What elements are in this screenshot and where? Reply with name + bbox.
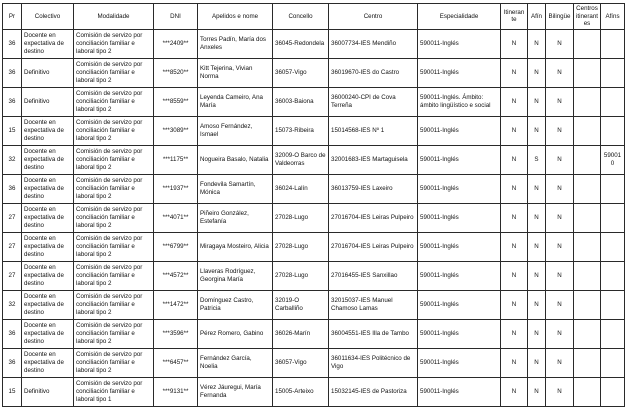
table-row <box>3 174 625 203</box>
cell-colectivo: Definitivo <box>22 58 74 87</box>
cell-afins: 590010 <box>601 145 625 174</box>
cell-concello: 27028-Lugo <box>273 232 329 261</box>
cell-afin: N <box>528 87 546 116</box>
cell-pr: 36 <box>3 174 22 203</box>
cell-afins <box>601 290 625 319</box>
cell-itinerante: N <box>501 290 528 319</box>
cell-centro: 36013759-IES Laxeiro <box>329 174 418 203</box>
cell-modalidade: Comisión de servizo por conciliación familiar e laboral tipo 2 <box>74 290 154 319</box>
cell-bilingue: N <box>546 145 574 174</box>
cell-modalidade: Comisión de servizo por conciliación familiar e laboral tipo 1 <box>74 377 154 406</box>
cell-bilingue: N <box>546 174 574 203</box>
cell-centro: 15032145-IES de Pastoriza <box>329 377 418 406</box>
cell-concello: 32019-O Carballiño <box>273 290 329 319</box>
cell-dni: ***3596** <box>154 319 198 348</box>
cell-afin: N <box>528 348 546 377</box>
cell-dni: ***8520** <box>154 58 198 87</box>
cell-centro: 36004551-IES Illa de Tambo <box>329 319 418 348</box>
cell-especialidade: 590011-Inglés <box>418 377 501 406</box>
cell-concello: 36024-Lalín <box>273 174 329 203</box>
cell-afin: N <box>528 116 546 145</box>
cell-dni: ***6457** <box>154 348 198 377</box>
cell-afins <box>601 348 625 377</box>
header-especialidade: Especialidade <box>418 4 501 30</box>
cell-concello: 36057-Vigo <box>273 58 329 87</box>
table-row <box>3 261 625 290</box>
cell-dni: ***6799** <box>154 232 198 261</box>
cell-especialidade: 590011-Inglés <box>418 319 501 348</box>
table-row <box>3 116 625 145</box>
cell-concello: 15073-Ribeira <box>273 116 329 145</box>
table-row <box>3 203 625 232</box>
cell-apelidos-nome: Kitt Tejerina, Vivian Norma <box>198 58 273 87</box>
cell-modalidade: Comisión de servizo por conciliación familiar e laboral tipo 2 <box>74 29 154 58</box>
cell-pr: 36 <box>3 348 22 377</box>
cell-bilingue: N <box>546 377 574 406</box>
cell-modalidade: Comisión de servizo por conciliación familiar e laboral tipo 2 <box>74 348 154 377</box>
cell-especialidade: 590011-Inglés <box>418 348 501 377</box>
cell-colectivo: Docente en expectativa de destino <box>22 348 74 377</box>
cell-apelidos-nome: Miragaya Mosteiro, Alicia <box>198 232 273 261</box>
table-header <box>3 4 625 30</box>
cell-pr: 36 <box>3 58 22 87</box>
header-colectivo: Colectivo <box>22 4 74 30</box>
cell-modalidade: Comisión de servizo por conciliación familiar e laboral tipo 2 <box>74 58 154 87</box>
cell-afin: N <box>528 29 546 58</box>
cell-itinerante: N <box>501 203 528 232</box>
cell-centro: 32001683-IES Martaguisela <box>329 145 418 174</box>
cell-centro: 36019670-IES do Castro <box>329 58 418 87</box>
cell-dni: ***1472** <box>154 290 198 319</box>
cell-modalidade: Comisión de servizo por conciliación familiar e laboral tipo 2 <box>74 174 154 203</box>
cell-afin: S <box>528 145 546 174</box>
cell-dni: ***9131** <box>154 377 198 406</box>
cell-bilingue: N <box>546 290 574 319</box>
header-pr: Pr <box>3 4 22 30</box>
cell-centro: 36000240-CPI de Cova Terreña <box>329 87 418 116</box>
cell-especialidade: 590011-Inglés. Ámbito: ámbito lingüístico e social <box>418 87 501 116</box>
table-row <box>3 348 625 377</box>
cell-apelidos-nome: Llaveras Rodríguez, Georgina María <box>198 261 273 290</box>
table-row <box>3 319 625 348</box>
cell-afin: N <box>528 58 546 87</box>
cell-afins <box>601 58 625 87</box>
cell-bilingue: N <box>546 232 574 261</box>
cell-modalidade: Comisión de servizo por conciliación familiar e laboral tipo 2 <box>74 232 154 261</box>
cell-centros-itinerantes <box>574 290 601 319</box>
cell-centros-itinerantes <box>574 145 601 174</box>
cell-colectivo: Definitivo <box>22 377 74 406</box>
cell-concello: 36045-Redondela <box>273 29 329 58</box>
cell-itinerante: N <box>501 174 528 203</box>
table-row <box>3 145 625 174</box>
cell-especialidade: 590011-Inglés <box>418 145 501 174</box>
cell-afins <box>601 261 625 290</box>
cell-concello: 15005-Arteixo <box>273 377 329 406</box>
cell-pr: 36 <box>3 319 22 348</box>
cell-itinerante: N <box>501 29 528 58</box>
cell-centros-itinerantes <box>574 232 601 261</box>
header-afins: Afíns <box>601 4 625 30</box>
cell-centros-itinerantes <box>574 116 601 145</box>
cell-bilingue: N <box>546 203 574 232</box>
cell-dni: ***4572** <box>154 261 198 290</box>
cell-especialidade: 590011-Inglés <box>418 290 501 319</box>
cell-itinerante: N <box>501 116 528 145</box>
cell-dni: ***4071** <box>154 203 198 232</box>
cell-colectivo: Docente en expectativa de destino <box>22 145 74 174</box>
header-apelidos-nome: Apelidos e nome <box>198 4 273 30</box>
cell-itinerante: N <box>501 348 528 377</box>
cell-pr: 15 <box>3 377 22 406</box>
cell-apelidos-nome: Vérez Jáuregui, María Fernanda <box>198 377 273 406</box>
cell-concello: 36003-Baiona <box>273 87 329 116</box>
cell-apelidos-nome: Fondevila Samartín, Mónica <box>198 174 273 203</box>
cell-centro: 27016455-IES Sanxillao <box>329 261 418 290</box>
header-bilingue: Bilingüe <box>546 4 574 30</box>
cell-bilingue: N <box>546 116 574 145</box>
cell-centros-itinerantes <box>574 319 601 348</box>
cell-afin: N <box>528 377 546 406</box>
cell-centros-itinerantes <box>574 203 601 232</box>
cell-afins <box>601 174 625 203</box>
table-row <box>3 29 625 58</box>
cell-afin: N <box>528 319 546 348</box>
cell-pr: 27 <box>3 232 22 261</box>
cell-colectivo: Docente en expectativa de destino <box>22 290 74 319</box>
cell-apelidos-nome: Piñeiro González, Estefanía <box>198 203 273 232</box>
header-afin: Afín <box>528 4 546 30</box>
header-concello: Concello <box>273 4 329 30</box>
assignments-table <box>2 3 625 407</box>
cell-afin: N <box>528 203 546 232</box>
cell-centro: 32015037-IES Manuel Chamoso Lamas <box>329 290 418 319</box>
cell-concello: 32009-O Barco de Valdeorras <box>273 145 329 174</box>
cell-dni: ***3089** <box>154 116 198 145</box>
cell-colectivo: Docente en expectativa de destino <box>22 232 74 261</box>
cell-itinerante: N <box>501 377 528 406</box>
cell-concello: 36057-Vigo <box>273 348 329 377</box>
cell-modalidade: Comisión de servizo por conciliación familiar e laboral tipo 2 <box>74 116 154 145</box>
cell-bilingue: N <box>546 348 574 377</box>
cell-itinerante: N <box>501 87 528 116</box>
cell-concello: 27028-Lugo <box>273 261 329 290</box>
cell-bilingue: N <box>546 58 574 87</box>
cell-apelidos-nome: Amoso Fernández, Ismael <box>198 116 273 145</box>
cell-centros-itinerantes <box>574 174 601 203</box>
cell-bilingue: N <box>546 319 574 348</box>
cell-bilingue: N <box>546 87 574 116</box>
cell-pr: 15 <box>3 116 22 145</box>
cell-afins <box>601 29 625 58</box>
table-row <box>3 290 625 319</box>
cell-pr: 36 <box>3 29 22 58</box>
cell-itinerante: N <box>501 232 528 261</box>
cell-apelidos-nome: Domínguez Castro, Patricia <box>198 290 273 319</box>
cell-centros-itinerantes <box>574 261 601 290</box>
cell-dni: ***2409** <box>154 29 198 58</box>
cell-especialidade: 590011-Inglés <box>418 232 501 261</box>
cell-afin: N <box>528 174 546 203</box>
cell-pr: 27 <box>3 261 22 290</box>
cell-modalidade: Comisión de servizo por conciliación familiar e laboral tipo 2 <box>74 87 154 116</box>
table-row <box>3 87 625 116</box>
cell-afins <box>601 232 625 261</box>
cell-colectivo: Definitivo <box>22 87 74 116</box>
cell-afin: N <box>528 232 546 261</box>
cell-especialidade: 590011-Inglés <box>418 29 501 58</box>
header-itinerante: Itinerante <box>501 4 528 30</box>
cell-modalidade: Comisión de servizo por conciliación familiar e laboral tipo 2 <box>74 261 154 290</box>
header-modalidade: Modalidade <box>74 4 154 30</box>
cell-itinerante: N <box>501 145 528 174</box>
cell-centros-itinerantes <box>574 58 601 87</box>
cell-centro: 36011634-IES Politécnico de Vigo <box>329 348 418 377</box>
cell-centro: 27016704-IES Leiras Pulpeiro <box>329 232 418 261</box>
cell-modalidade: Comisión de servizo por conciliación familiar e laboral tipo 2 <box>74 145 154 174</box>
header-centros-itinerantes: Centros itinerantes <box>574 4 601 30</box>
cell-dni: ***8559** <box>154 87 198 116</box>
cell-centro: 15014568-IES Nº 1 <box>329 116 418 145</box>
header-row <box>3 4 625 30</box>
cell-pr: 32 <box>3 290 22 319</box>
cell-especialidade: 590011-Inglés <box>418 116 501 145</box>
cell-apelidos-nome: Pérez Romero, Gabino <box>198 319 273 348</box>
cell-apelidos-nome: Fernández García, Noelia <box>198 348 273 377</box>
cell-especialidade: 590011-Inglés <box>418 203 501 232</box>
table-row <box>3 377 625 406</box>
header-dni: DNI <box>154 4 198 30</box>
cell-afins <box>601 87 625 116</box>
cell-dni: ***1175** <box>154 145 198 174</box>
cell-colectivo: Docente en expectativa de destino <box>22 174 74 203</box>
cell-especialidade: 590011-Inglés <box>418 174 501 203</box>
cell-concello: 27028-Lugo <box>273 203 329 232</box>
cell-pr: 32 <box>3 145 22 174</box>
cell-centros-itinerantes <box>574 377 601 406</box>
cell-centros-itinerantes <box>574 348 601 377</box>
table-row <box>3 58 625 87</box>
cell-afin: N <box>528 261 546 290</box>
cell-afins <box>601 319 625 348</box>
cell-modalidade: Comisión de servizo por conciliación familiar e laboral tipo 2 <box>74 203 154 232</box>
cell-pr: 36 <box>3 87 22 116</box>
cell-itinerante: N <box>501 319 528 348</box>
table-body <box>3 29 625 406</box>
cell-itinerante: N <box>501 58 528 87</box>
cell-afins <box>601 203 625 232</box>
cell-dni: ***1937** <box>154 174 198 203</box>
cell-concello: 36026-Marín <box>273 319 329 348</box>
cell-apelidos-nome: Torres Padín, María dos Anxeles <box>198 29 273 58</box>
cell-colectivo: Docente en expectativa de destino <box>22 203 74 232</box>
cell-bilingue: N <box>546 29 574 58</box>
cell-especialidade: 590011-Inglés <box>418 58 501 87</box>
cell-colectivo: Docente en expectativa de destino <box>22 29 74 58</box>
cell-colectivo: Docente en expectativa de destino <box>22 116 74 145</box>
cell-afin: N <box>528 290 546 319</box>
cell-modalidade: Comisión de servizo por conciliación familiar e laboral tipo 2 <box>74 319 154 348</box>
cell-bilingue: N <box>546 261 574 290</box>
cell-apelidos-nome: Leyenda Cameiro, Ana María <box>198 87 273 116</box>
cell-centro: 36007734-IES Mendiño <box>329 29 418 58</box>
cell-afins <box>601 116 625 145</box>
header-centro: Centro <box>329 4 418 30</box>
cell-colectivo: Docente en expectativa de destino <box>22 319 74 348</box>
cell-pr: 27 <box>3 203 22 232</box>
cell-centros-itinerantes <box>574 29 601 58</box>
cell-itinerante: N <box>501 261 528 290</box>
cell-centros-itinerantes <box>574 87 601 116</box>
cell-centro: 27016704-IES Leiras Pulpeiro <box>329 203 418 232</box>
cell-afins <box>601 377 625 406</box>
cell-especialidade: 590011-Inglés <box>418 261 501 290</box>
table-row <box>3 232 625 261</box>
cell-apelidos-nome: Nogueira Basalo, Natalia <box>198 145 273 174</box>
cell-colectivo: Docente en expectativa de destino <box>22 261 74 290</box>
